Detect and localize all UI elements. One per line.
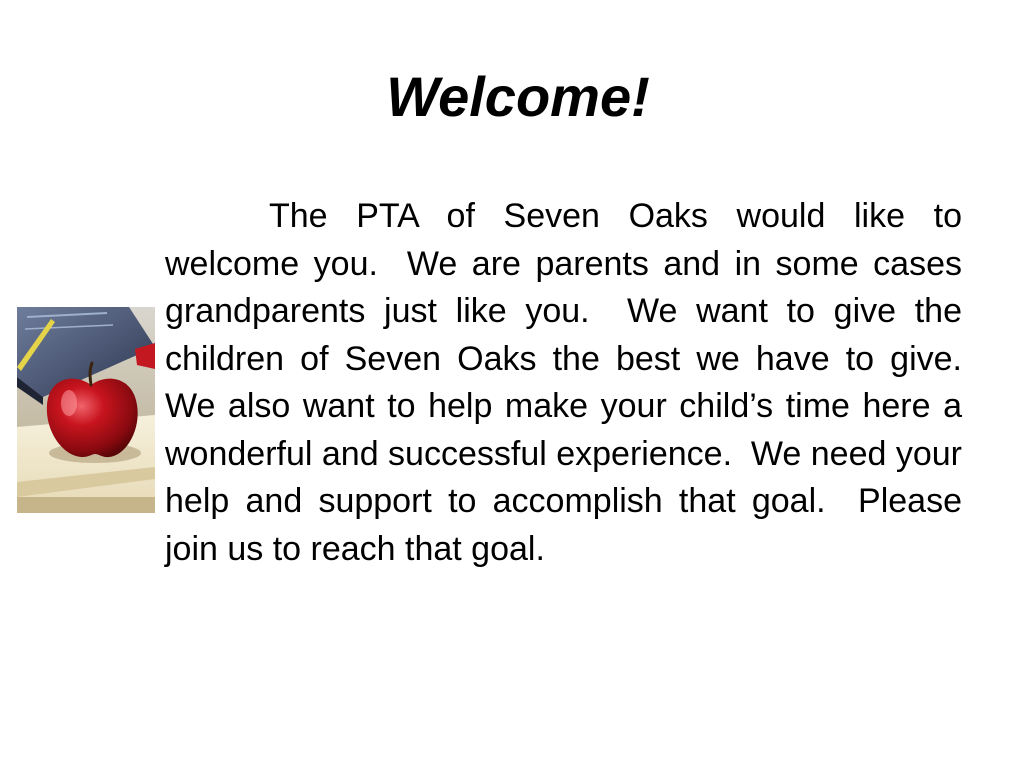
- apple-photo: [17, 307, 155, 513]
- welcome-paragraph-text: The PTA of Seven Oaks would like to welcome you. We are parents and in some cases grandparents just like you. We want to give the children of Seven Oaks the best we have to give. We also want to help make your child’s time here a wonderful and successful experience. We need your help and support to accomplish that goal. Please join us to reach that goal.: [165, 197, 981, 568]
- welcome-paragraph: [165, 193, 981, 573]
- apple-icon: [17, 307, 155, 513]
- slide-title: Welcome!: [386, 65, 650, 128]
